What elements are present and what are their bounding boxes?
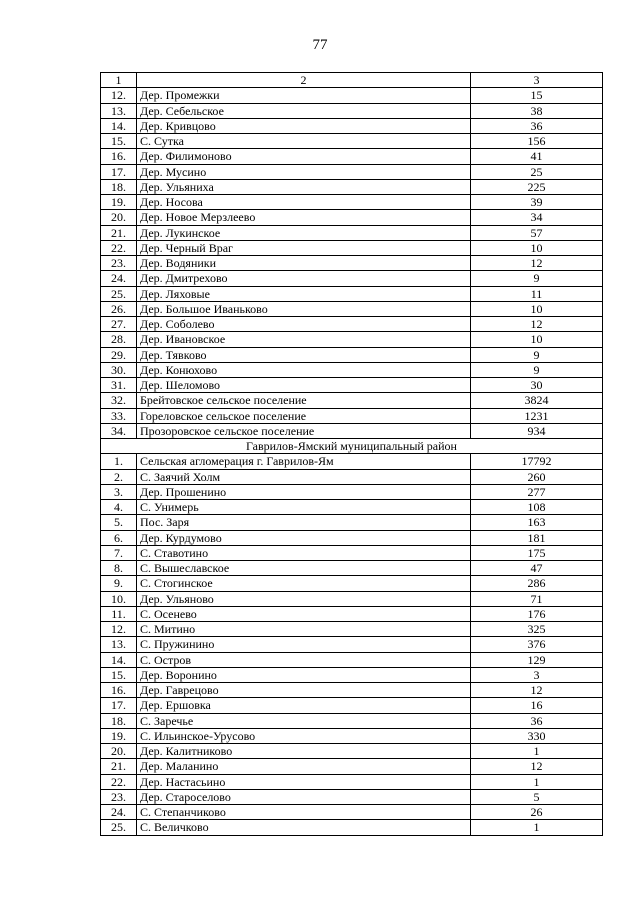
population-value: 34 (471, 210, 603, 225)
row-number: 21. (101, 759, 137, 774)
table-row (101, 378, 603, 393)
population-value: 17792 (471, 454, 603, 469)
table-row (101, 149, 603, 164)
settlement-name: С. Осенево (137, 606, 471, 621)
table-row (101, 683, 603, 698)
row-number: 16. (101, 149, 137, 164)
row-number: 15. (101, 667, 137, 682)
population-value: 330 (471, 728, 603, 743)
row-number: 13. (101, 103, 137, 118)
row-number: 14. (101, 652, 137, 667)
table-row (101, 332, 603, 347)
table-row (101, 286, 603, 301)
population-value: 175 (471, 545, 603, 560)
settlement-name: Дер. Гаврецово (137, 683, 471, 698)
population-value: 277 (471, 484, 603, 499)
row-number: 1. (101, 454, 137, 469)
population-value: 1 (471, 744, 603, 759)
settlement-name: Дер. Лукинское (137, 225, 471, 240)
table-header-row (101, 73, 603, 88)
population-value: 9 (471, 347, 603, 362)
settlement-name: С. Унимерь (137, 500, 471, 515)
table-row (101, 728, 603, 743)
row-number: 17. (101, 698, 137, 713)
settlement-name: Дер. Новое Мерзлеево (137, 210, 471, 225)
settlement-name: Дер. Промежки (137, 88, 471, 103)
row-number: 28. (101, 332, 137, 347)
settlement-name: Дер. Водяники (137, 256, 471, 271)
settlement-name: Дер. Прошенино (137, 484, 471, 499)
settlement-name: Брейтовское сельское поселение (137, 393, 471, 408)
section-title: Гаврилов-Ямский муниципальный район (101, 439, 603, 454)
table-row (101, 393, 603, 408)
row-number: 25. (101, 820, 137, 835)
table-row (101, 454, 603, 469)
settlement-name: С. Стогинское (137, 576, 471, 591)
row-number: 12. (101, 622, 137, 637)
table-row (101, 652, 603, 667)
population-value: 57 (471, 225, 603, 240)
population-value: 39 (471, 195, 603, 210)
population-value: 30 (471, 378, 603, 393)
population-value: 16 (471, 698, 603, 713)
row-number: 5. (101, 515, 137, 530)
table-row (101, 530, 603, 545)
settlement-name: Гореловское сельское поселение (137, 408, 471, 423)
settlement-name: Дер. Дмитрехово (137, 271, 471, 286)
row-number: 19. (101, 728, 137, 743)
column-header-2: 2 (137, 73, 471, 88)
table-row (101, 637, 603, 652)
population-value: 181 (471, 530, 603, 545)
table-row (101, 240, 603, 255)
settlement-name: Дер. Ульяново (137, 591, 471, 606)
settlement-name: Дер. Ершовка (137, 698, 471, 713)
table-row (101, 622, 603, 637)
table-row (101, 545, 603, 560)
row-number: 11. (101, 606, 137, 621)
population-value: 11 (471, 286, 603, 301)
settlement-name: Пос. Заря (137, 515, 471, 530)
settlement-name: Дер. Филимоново (137, 149, 471, 164)
population-value: 9 (471, 271, 603, 286)
settlement-name: Дер. Конюхово (137, 362, 471, 377)
row-number: 14. (101, 118, 137, 133)
settlement-name: С. Ильинское-Урусово (137, 728, 471, 743)
table-row (101, 362, 603, 377)
settlement-population-table (100, 72, 603, 836)
settlement-name: Дер. Большое Иваньково (137, 301, 471, 316)
row-number: 34. (101, 423, 137, 438)
table-row (101, 805, 603, 820)
row-number: 32. (101, 393, 137, 408)
population-value: 934 (471, 423, 603, 438)
page-number: 77 (312, 37, 328, 53)
table-row (101, 744, 603, 759)
settlement-name: Дер. Ивановское (137, 332, 471, 347)
settlement-name: С. Пружинино (137, 637, 471, 652)
population-value: 26 (471, 805, 603, 820)
settlement-name: Дер. Настасьино (137, 774, 471, 789)
row-number: 2. (101, 469, 137, 484)
population-value: 10 (471, 240, 603, 255)
row-number: 19. (101, 195, 137, 210)
settlement-name: Дер. Воронино (137, 667, 471, 682)
population-value: 286 (471, 576, 603, 591)
population-value: 156 (471, 134, 603, 149)
table-row (101, 774, 603, 789)
row-number: 29. (101, 347, 137, 362)
settlement-name: Дер. Шеломово (137, 378, 471, 393)
table-row (101, 423, 603, 438)
table-row (101, 561, 603, 576)
row-number: 12. (101, 88, 137, 103)
table-row (101, 271, 603, 286)
table-row (101, 576, 603, 591)
row-number: 17. (101, 164, 137, 179)
settlement-name: С. Сутка (137, 134, 471, 149)
population-value: 108 (471, 500, 603, 515)
settlement-name: С. Величково (137, 820, 471, 835)
table-row (101, 317, 603, 332)
table-row (101, 195, 603, 210)
table-row (101, 515, 603, 530)
population-value: 12 (471, 317, 603, 332)
population-value: 129 (471, 652, 603, 667)
row-number: 9. (101, 576, 137, 591)
table-row (101, 210, 603, 225)
population-value: 12 (471, 759, 603, 774)
population-value: 5 (471, 789, 603, 804)
table-row (101, 484, 603, 499)
row-number: 15. (101, 134, 137, 149)
row-number: 33. (101, 408, 137, 423)
population-value: 376 (471, 637, 603, 652)
table-row (101, 103, 603, 118)
table-row (101, 408, 603, 423)
settlement-name: Дер. Калитниково (137, 744, 471, 759)
settlement-name: Дер. Курдумово (137, 530, 471, 545)
row-number: 20. (101, 210, 137, 225)
row-number: 24. (101, 271, 137, 286)
row-number: 27. (101, 317, 137, 332)
population-value: 10 (471, 332, 603, 347)
row-number: 30. (101, 362, 137, 377)
settlement-name: Дер. Носова (137, 195, 471, 210)
settlement-name: Дер. Тявково (137, 347, 471, 362)
row-number: 21. (101, 225, 137, 240)
population-value: 47 (471, 561, 603, 576)
population-value: 9 (471, 362, 603, 377)
row-number: 25. (101, 286, 137, 301)
table-row (101, 179, 603, 194)
row-number: 20. (101, 744, 137, 759)
population-value: 38 (471, 103, 603, 118)
table-row (101, 256, 603, 271)
table-row (101, 347, 603, 362)
table-row (101, 591, 603, 606)
population-value: 1231 (471, 408, 603, 423)
table-row (101, 469, 603, 484)
settlement-name: С. Степанчиково (137, 805, 471, 820)
table-row (101, 789, 603, 804)
row-number: 4. (101, 500, 137, 515)
table-row (101, 698, 603, 713)
row-number: 7. (101, 545, 137, 560)
section-row (101, 439, 603, 454)
settlement-name: Дер. Мусино (137, 164, 471, 179)
settlement-name: С. Вышеславское (137, 561, 471, 576)
table-row (101, 500, 603, 515)
table-body (101, 73, 603, 836)
population-value: 3824 (471, 393, 603, 408)
settlement-name: Дер. Себельское (137, 103, 471, 118)
population-value: 1 (471, 820, 603, 835)
population-value: 3 (471, 667, 603, 682)
row-number: 8. (101, 561, 137, 576)
population-value: 260 (471, 469, 603, 484)
population-value: 12 (471, 256, 603, 271)
row-number: 13. (101, 637, 137, 652)
settlement-name: С. Митино (137, 622, 471, 637)
settlement-name: Прозоровское сельское поселение (137, 423, 471, 438)
row-number: 18. (101, 179, 137, 194)
table-row (101, 667, 603, 682)
settlement-name: С. Заречье (137, 713, 471, 728)
settlement-name: Дер. Ляховые (137, 286, 471, 301)
population-value: 41 (471, 149, 603, 164)
population-value: 25 (471, 164, 603, 179)
settlement-name: Дер. Староселово (137, 789, 471, 804)
row-number: 24. (101, 805, 137, 820)
table-row (101, 759, 603, 774)
settlement-name: С. Ставотино (137, 545, 471, 560)
settlement-name: С. Остров (137, 652, 471, 667)
population-value: 163 (471, 515, 603, 530)
settlement-name: Дер. Черный Враг (137, 240, 471, 255)
settlement-name: С. Заячий Холм (137, 469, 471, 484)
population-value: 36 (471, 118, 603, 133)
table-row (101, 88, 603, 103)
table-row (101, 164, 603, 179)
table-row (101, 713, 603, 728)
row-number: 18. (101, 713, 137, 728)
table-row (101, 820, 603, 835)
row-number: 22. (101, 774, 137, 789)
population-value: 36 (471, 713, 603, 728)
table-row (101, 301, 603, 316)
row-number: 26. (101, 301, 137, 316)
settlement-name: Дер. Кривцово (137, 118, 471, 133)
population-value: 1 (471, 774, 603, 789)
settlement-name: Дер. Соболево (137, 317, 471, 332)
population-value: 71 (471, 591, 603, 606)
population-value: 325 (471, 622, 603, 637)
settlement-name: Сельская агломерация г. Гаврилов-Ям (137, 454, 471, 469)
row-number: 6. (101, 530, 137, 545)
row-number: 3. (101, 484, 137, 499)
row-number: 23. (101, 789, 137, 804)
row-number: 23. (101, 256, 137, 271)
population-value: 176 (471, 606, 603, 621)
row-number: 16. (101, 683, 137, 698)
column-header-1: 1 (101, 73, 137, 88)
table-row (101, 225, 603, 240)
population-value: 12 (471, 683, 603, 698)
row-number: 31. (101, 378, 137, 393)
row-number: 22. (101, 240, 137, 255)
settlement-name: Дер. Ульяниха (137, 179, 471, 194)
table-row (101, 134, 603, 149)
settlement-name: Дер. Маланино (137, 759, 471, 774)
population-value: 10 (471, 301, 603, 316)
population-value: 225 (471, 179, 603, 194)
table-row (101, 606, 603, 621)
population-value: 15 (471, 88, 603, 103)
table-row (101, 118, 603, 133)
row-number: 10. (101, 591, 137, 606)
column-header-3: 3 (471, 73, 603, 88)
